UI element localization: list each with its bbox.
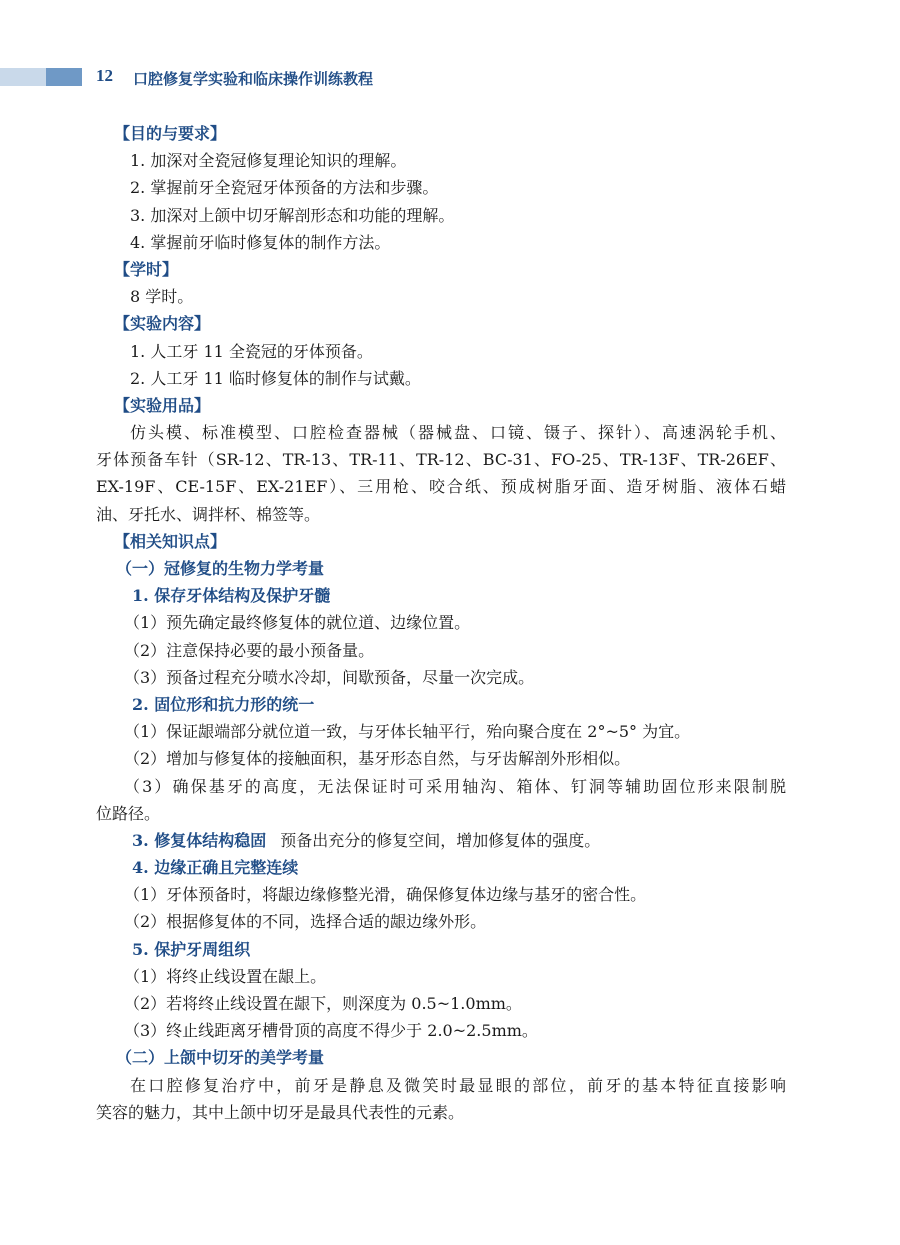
section-heading-hours: 【学时】 xyxy=(114,259,179,279)
list-item: 4. 掌握前牙临时修复体的制作方法。 xyxy=(130,232,391,252)
page-number: 12 xyxy=(96,66,113,85)
list-item: （1）牙体预备时，将龈边缘修整光滑，确保修复体边缘与基牙的密合性。 xyxy=(124,885,647,905)
subheading-preserve-tooth: 1. 保存牙体结构及保护牙髓 xyxy=(132,586,331,606)
materials-line: 油、牙托水、调拌杯、棉签等。 xyxy=(96,504,321,524)
paragraph-line: 在口腔修复治疗中，前牙是静息及微笑时最显眼的部位，前牙的基本特征直接影响 xyxy=(130,1075,786,1095)
structure-stable-text: 预备出充分的修复空间，增加修复体的强度。 xyxy=(280,830,601,850)
subheading-margin: 4. 边缘正确且完整连续 xyxy=(132,858,299,878)
subheading-retention-resistance: 2. 固位形和抗力形的统一 xyxy=(132,694,315,714)
subheading-structure-stable: 3. 修复体结构稳固 xyxy=(132,830,267,850)
materials-line: 牙体预备车针（SR-12、TR-13、TR-11、TR-12、BC-31、FO-25、TR-13F、TR-26EF、 xyxy=(96,450,786,470)
list-item: （1）预先确定最终修复体的就位道、边缘位置。 xyxy=(124,613,471,633)
subheading-periodontal: 5. 保护牙周组织 xyxy=(132,939,251,959)
list-item: （1）保证龈端部分就位道一致，与牙体长轴平行，殆向聚合度在 2°~5° 为宜。 xyxy=(124,722,691,742)
list-item: 1. 加深对全瓷冠修复理论知识的理解。 xyxy=(130,151,407,171)
list-item: （2）增加与修复体的接触面积，基牙形态自然，与牙齿解剖外形相似。 xyxy=(124,749,631,769)
section-heading-materials: 【实验用品】 xyxy=(114,395,211,415)
list-item: （3）确保基牙的高度，无法保证时可采用轴沟、箱体、钉洞等辅助固位形来限制脱 xyxy=(124,776,786,796)
section-heading-purpose: 【目的与要求】 xyxy=(114,124,227,143)
list-item-continuation: 位路径。 xyxy=(96,803,161,823)
subsection-structure-stable xyxy=(96,827,786,854)
section-heading-knowledge: 【相关知识点】 xyxy=(114,531,227,551)
list-item: （2）根据修复体的不同，选择合适的龈边缘外形。 xyxy=(124,912,487,932)
materials-line: EX-19F、CE-15F、EX-21EF）、三用枪、咬合纸、预成树脂牙面、造牙树脂、液体石蜡 xyxy=(96,477,786,497)
list-item: 1. 人工牙 11 全瓷冠的牙体预备。 xyxy=(130,341,373,361)
list-item: （3）终止线距离牙槽骨顶的高度不得少于 2.0~2.5mm。 xyxy=(124,1021,538,1041)
page-body xyxy=(96,120,786,1126)
list-item: （1）将终止线设置在龈上。 xyxy=(124,966,327,986)
paragraph-line: 笑容的魅力，其中上颌中切牙是最具代表性的元素。 xyxy=(96,1102,465,1122)
header-accent-bar-dark xyxy=(46,68,82,86)
list-item: （2）若将终止线设置在龈下，则深度为 0.5~1.0mm。 xyxy=(124,994,522,1013)
list-item: （3）预备过程充分喷水冷却，间歇预备，尽量一次完成。 xyxy=(124,667,535,687)
list-item: 2. 掌握前牙全瓷冠牙体预备的方法和步骤。 xyxy=(130,178,439,198)
section-heading-content: 【实验内容】 xyxy=(114,314,211,334)
materials-line: 仿头模、标准模型、口腔检查器械（器械盘、口镜、镊子、探针）、高速涡轮手机、 xyxy=(130,423,786,443)
list-item: 3. 加深对上颌中切牙解剖形态和功能的理解。 xyxy=(130,205,455,225)
list-item: （2）注意保持必要的最小预备量。 xyxy=(124,640,375,660)
list-item: 2. 人工牙 11 临时修复体的制作与试戴。 xyxy=(130,368,421,388)
hours-text: 8 学时。 xyxy=(130,287,194,307)
running-header-title: 口腔修复学实验和临床操作训练教程 xyxy=(133,70,374,88)
header-accent-bar-light xyxy=(0,68,46,86)
part-heading-aesthetics: （二）上颌中切牙的美学考量 xyxy=(116,1048,325,1068)
part-heading-biomechanics: （一）冠修复的生物力学考量 xyxy=(116,559,325,578)
